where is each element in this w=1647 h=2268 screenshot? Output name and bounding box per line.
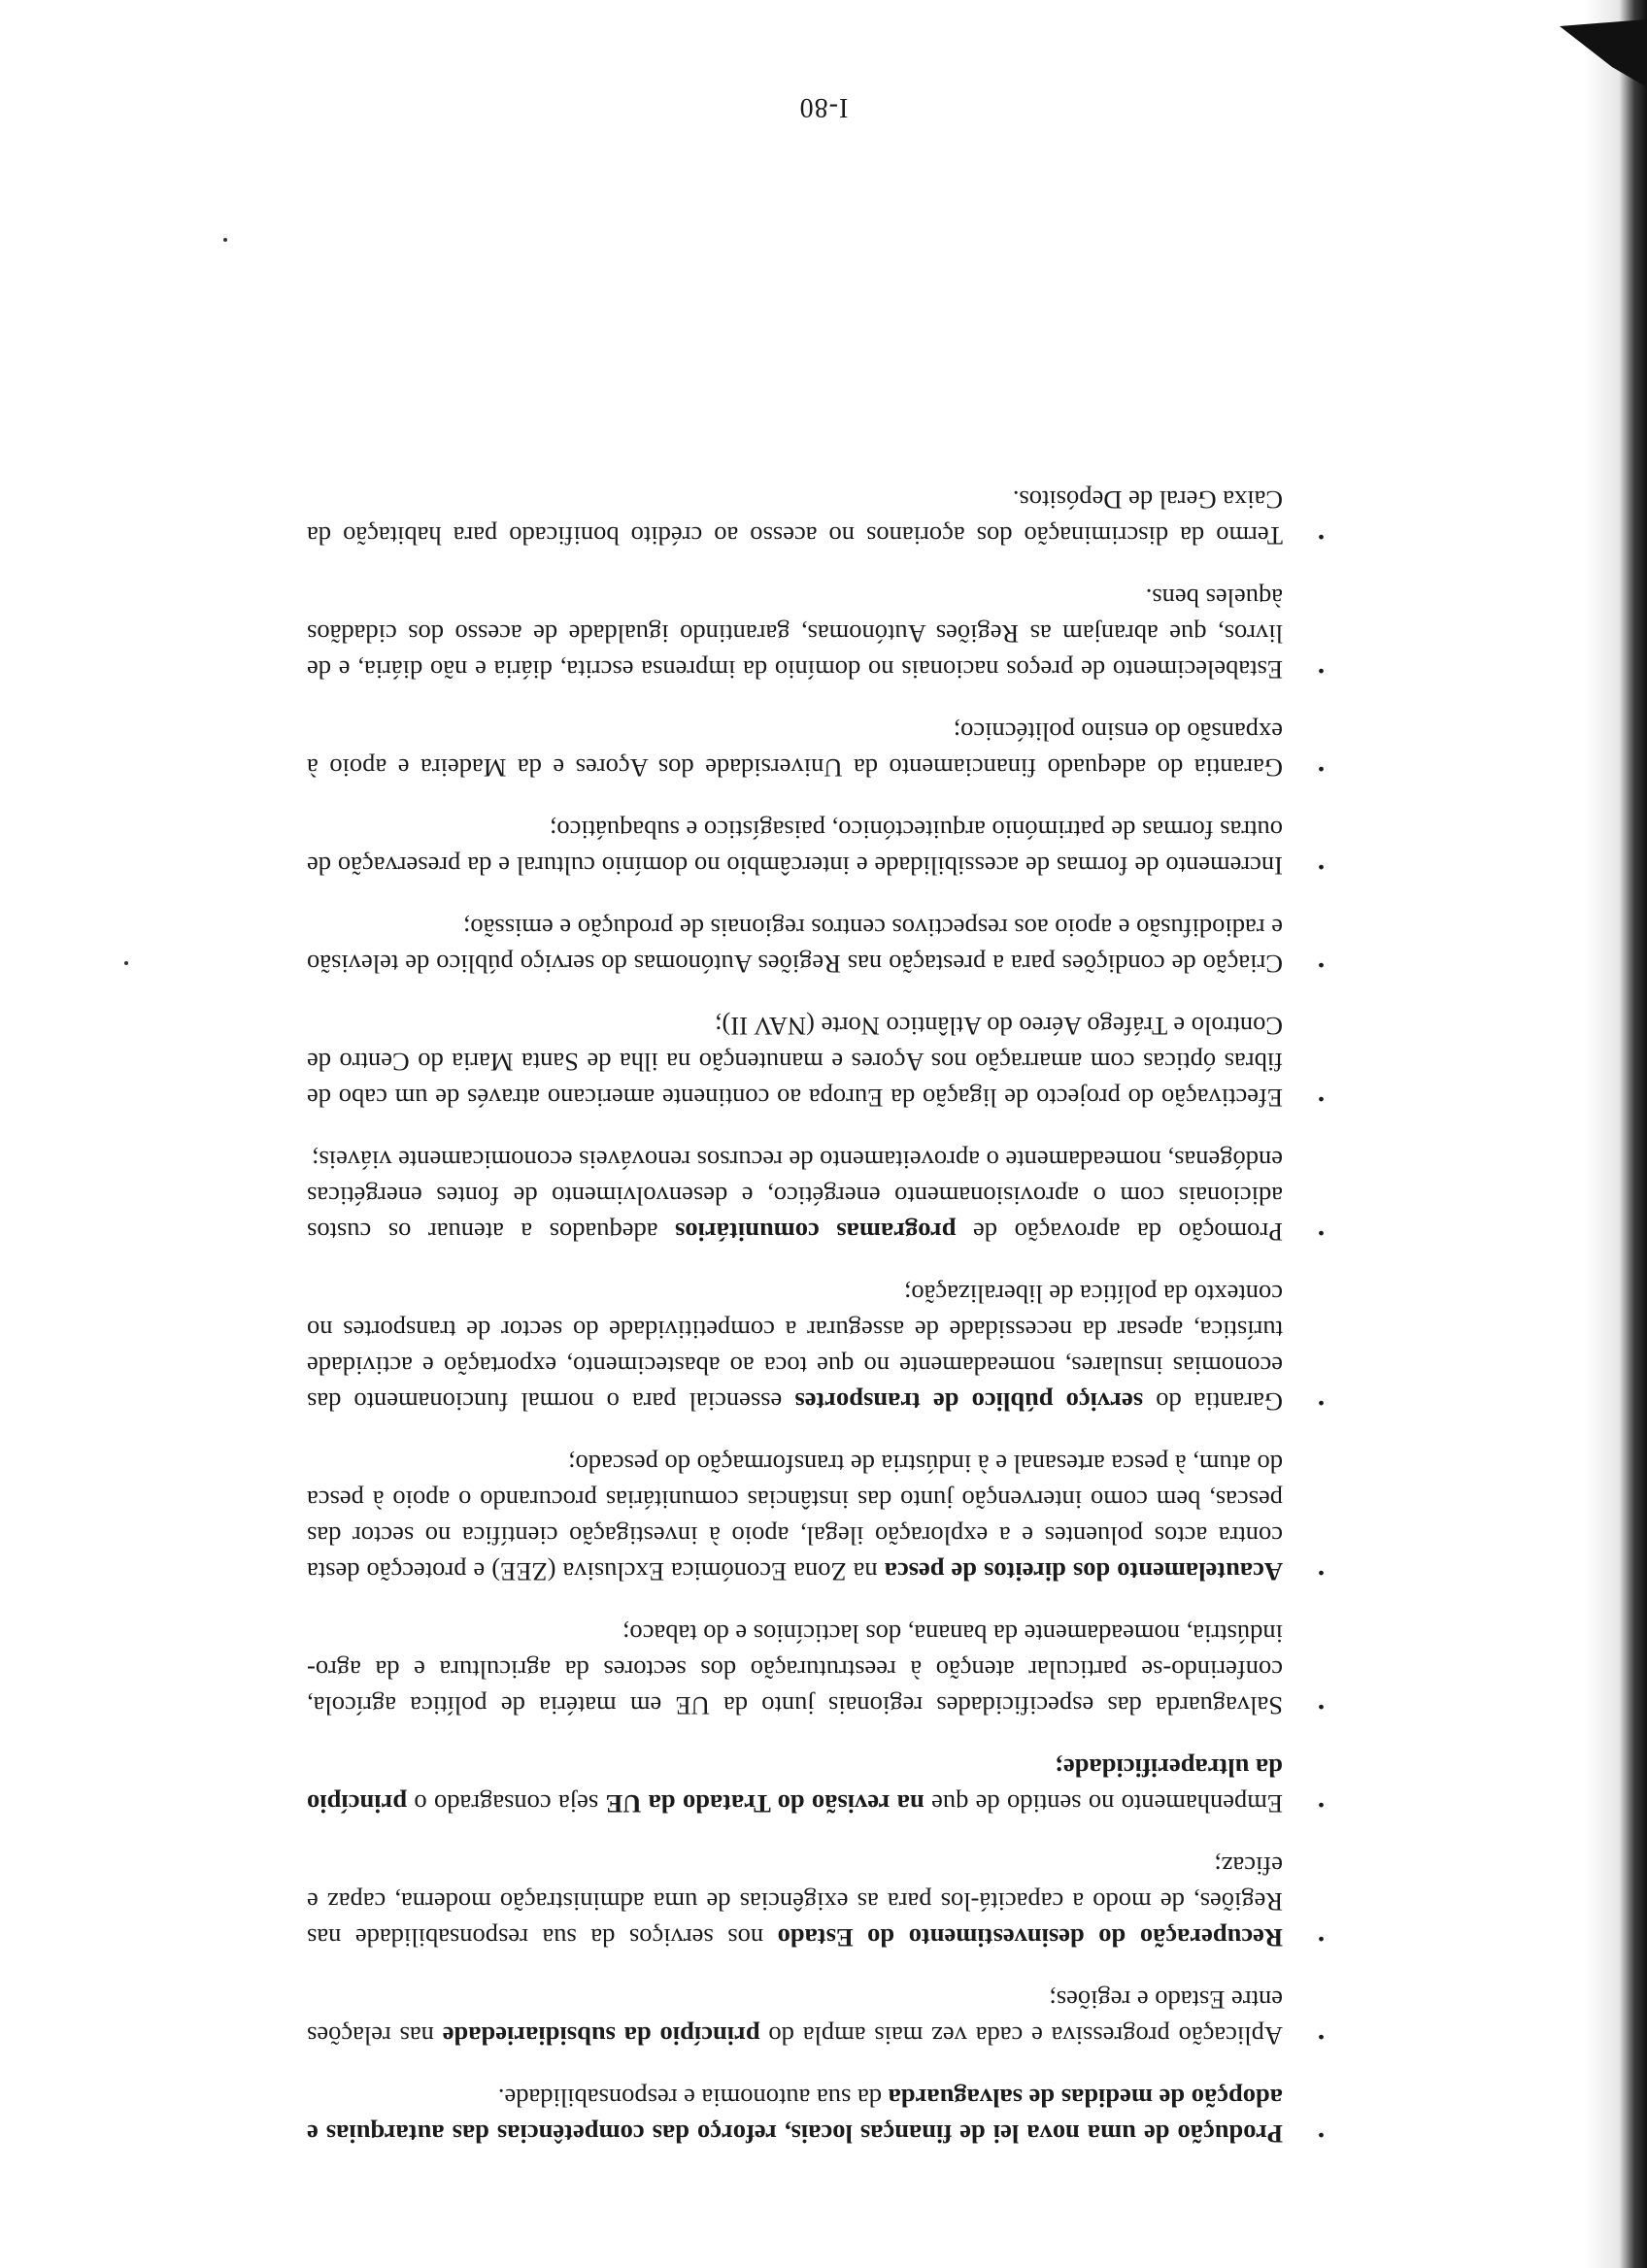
text-run: nas relações entre Estado e regiões; <box>307 1985 1283 2051</box>
text-run: na Zona Económica Exclusiva (ZEE) e protecção desta contra actos poluentes e a exploração ilegal, apoio à investigação científica no sector das pescas, bem como intervenção junto das instâncias comunitárias procurando o apoio à pesca do atum, à pesca artesanal e à indústria de transformação do pescado; <box>307 1450 1283 1586</box>
bold-text: Produção de uma nova lei de finanças locais, reforço das competências das autarquias e adopção de medidas de salvaguarda <box>307 2084 1283 2149</box>
bullet-icon: • <box>1317 855 1325 877</box>
text-run: Efectivação do projecto de ligação da Europa ao continente americano através de um cabo de fibras ópticas com amarração nos Açores e manutenção na ilha de Santa Maria do Centro de Controlo e Tráfego Aéreo do Atlântico Norte (NAV II); <box>307 1012 1283 1113</box>
text-run: Garantia do adequado financiamento da Universidade dos Açores e da Madeira e apoio à expansão do ensino politécnico; <box>307 717 1283 783</box>
bullet-icon: • <box>1317 1391 1325 1413</box>
text-run: Garantia do <box>1143 1387 1283 1417</box>
list-item <box>307 580 1327 687</box>
bullet-icon: • <box>1317 1927 1325 1949</box>
bullet-icon: • <box>1317 2025 1325 2047</box>
bullet-icon: • <box>1317 757 1325 779</box>
text-run: da sua autonomia e responsabilidade. <box>497 2084 889 2113</box>
list-item <box>307 2080 1327 2151</box>
list-item <box>307 1616 1327 1723</box>
bullet-icon: • <box>1317 1695 1325 1717</box>
list-item <box>307 1008 1327 1116</box>
bullet-icon: • <box>1317 953 1325 975</box>
list-item <box>307 1276 1327 1419</box>
bold-text: programas comunitários <box>675 1217 957 1247</box>
bold-text: Recuperação do desinvestimento do Estado <box>777 1923 1283 1952</box>
list-item <box>307 714 1327 785</box>
list-item <box>307 1848 1327 1955</box>
text-run: adequados a atenuar os custos adicionais com o aprovisionamento energético, e desenvolvimento de fontes energéticas endógenas, nomeadamente o aproveitamento de recursos renováveis economicamente viáveis; <box>307 1146 1283 1247</box>
bullet-icon: • <box>1317 1221 1325 1243</box>
text-run: Incremento de formas de acessibilidade e intercâmbio no domínio cultural e da preservação de outras formas de património arquitectónico, paisagístico e subaquático; <box>307 816 1283 881</box>
list-item <box>307 1982 1327 2053</box>
text-run: Salvaguarda das especificidades regionais junto da UE em matéria de política agrícola, conferindo-se particular atenção à reestruturação dos sectores da agricultura e da agro-indústria, nomeadamente da banana, dos lacticínios e do tabaco; <box>307 1619 1283 1720</box>
bold-text: princípio da subsidiariedade <box>442 2021 760 2051</box>
list-item <box>307 910 1327 982</box>
list-item <box>307 1750 1327 1821</box>
bullet-icon: • <box>1317 2123 1325 2145</box>
bold-text: serviço público de transportes <box>794 1387 1144 1417</box>
text-run: Estabelecimento de preços nacionais no domínio da imprensa escrita, diária e não diária, e de livros, que abranjam as Regiões Autónomas, garantindo igualdade de acesso dos cidadãos àqueles bens. <box>307 584 1283 684</box>
list-item <box>307 482 1327 553</box>
bold-text: na revisão do Tratado da UE <box>605 1789 924 1818</box>
text-run: Promoção da aprovação de <box>956 1217 1283 1247</box>
bullet-icon: • <box>1317 659 1325 681</box>
text-run: essencial para o normal funcionamento das economias insulares, nomeadamente no que toca ao abastecimento, exportação e actividade turística, apesar da necessidade de assegurar a competitividade do sector de transportes no contexto da política de liberalização; <box>307 1280 1283 1417</box>
bullet-list <box>307 482 1327 2151</box>
bold-text: Acautelamento dos direitos de pesca <box>884 1557 1283 1586</box>
bold-text: princípio da ultraperificidade; <box>307 1753 1283 1818</box>
text-run: Empenhamento no sentido de que <box>924 1789 1283 1818</box>
text-run: Criação de condições para a prestação nas Regiões Autónomas do serviço público de televisão e radiodifusão e apoio aos respectivos centros regionais de produção e emissão; <box>307 914 1283 979</box>
document-body <box>307 455 1327 2151</box>
text-run: seja consagrado o <box>407 1789 606 1818</box>
bullet-icon: • <box>1317 1087 1325 1109</box>
list-item <box>307 1446 1327 1589</box>
page-number: I-80 <box>798 92 849 122</box>
text-run: Termo da discriminação dos açorianos no acesso ao crédito bonificado para habitação da Caixa Geral de Depósitos. <box>307 485 1283 550</box>
bullet-icon: • <box>1317 1793 1325 1815</box>
list-item <box>307 1142 1327 1250</box>
bullet-icon: • <box>1317 1561 1325 1583</box>
text-run: Aplicação progressiva e cada vez mais ampla do <box>759 2021 1283 2051</box>
text-run: nos serviços da sua responsabilidade nas Regiões, de modo a capacitá-los para as exigências de uma administração moderna, capaz e eficaz; <box>307 1851 1283 1952</box>
bullet-icon: • <box>1317 525 1325 547</box>
list-item <box>307 812 1327 884</box>
